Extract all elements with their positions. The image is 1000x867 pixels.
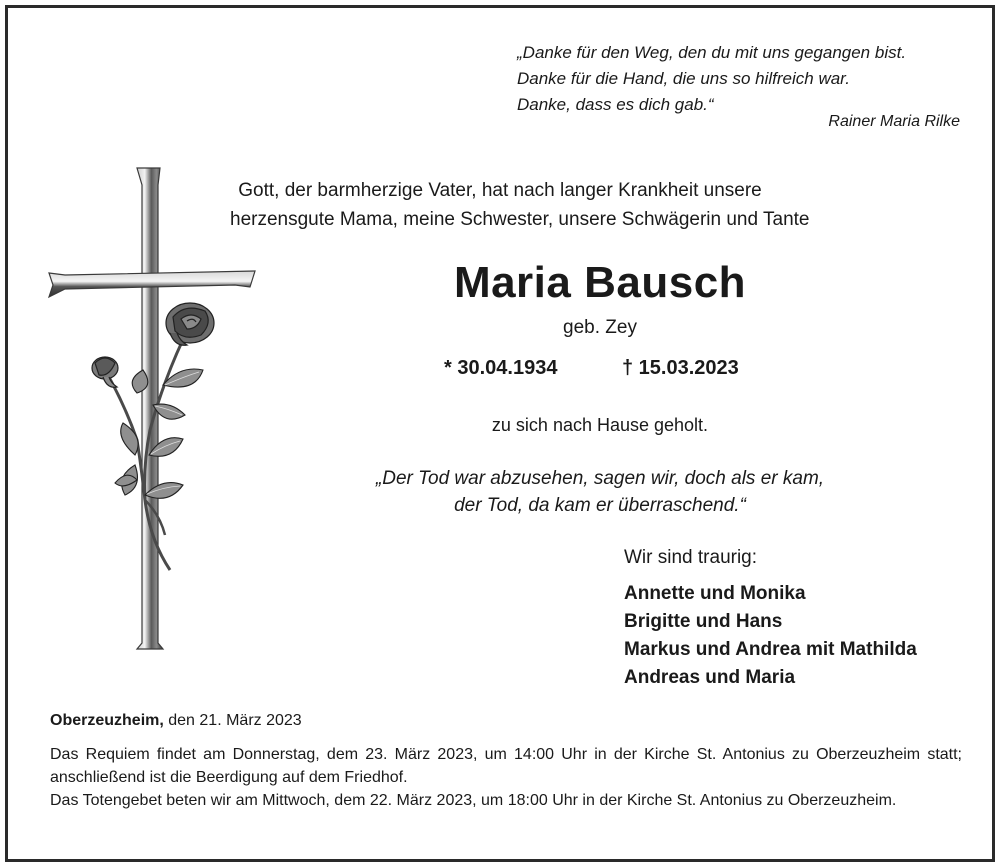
poem: [517, 40, 967, 118]
quote: [340, 465, 860, 519]
death-date: † 15.03.2023: [622, 357, 739, 379]
service-notes: [50, 743, 962, 812]
place-date: [50, 712, 302, 730]
quote-line: der Tod, da kam er überraschend.“: [454, 495, 746, 516]
mourner-name: Annette und Monika: [624, 583, 806, 604]
requiem-note: Das Requiem findet am Donnerstag, dem 23. März 2023, um 14:00 Uhr in der Kirche St. Antonius zu Oberzeuzheim statt; anschließend ist die Beerdigung auf dem Friedhof.: [50, 746, 962, 786]
called-home-text: zu sich nach Hause geholt.: [491, 415, 709, 435]
cross-with-rose-icon: [45, 165, 260, 655]
mourner-name: Markus und Andrea mit Mathilda: [624, 639, 917, 660]
mourners-heading: Wir sind traurig:: [624, 547, 758, 568]
deceased-name: Maria Bausch: [453, 258, 747, 307]
quote-line: „Der Tod war abzusehen, sagen wir, doch als er kam,: [375, 468, 825, 489]
maiden-name: geb. Zey: [563, 317, 637, 338]
prayer-note: Das Totengebet beten wir am Mittwoch, dem 22. März 2023, um 18:00 Uhr in der Kirche St. Antonius zu Oberzeuzheim.: [50, 792, 897, 809]
intro-line: Gott, der barmherzige Vater, hat nach langer Krankheit unsere: [238, 180, 762, 201]
date: den 21. März 2023: [163, 712, 302, 729]
mourner-name: Andreas und Maria: [624, 667, 796, 688]
poem-line: „Danke für den Weg, den du mit uns gegangen bist.: [517, 43, 907, 62]
poem-line: Danke für die Hand, die uns so hilfreich war.: [517, 69, 850, 88]
poem-line: Danke, dass es dich gab.“: [517, 95, 714, 114]
birth-date: * 30.04.1934: [444, 357, 558, 379]
mourner-name: Brigitte und Hans: [624, 611, 783, 632]
place: Oberzeuzheim,: [50, 712, 164, 729]
intro-line: herzensgute Mama, meine Schwester, unsere Schwägerin und Tante: [230, 209, 810, 230]
mourners-list: [624, 580, 917, 692]
poem-author: Rainer Maria Rilke: [828, 113, 960, 130]
